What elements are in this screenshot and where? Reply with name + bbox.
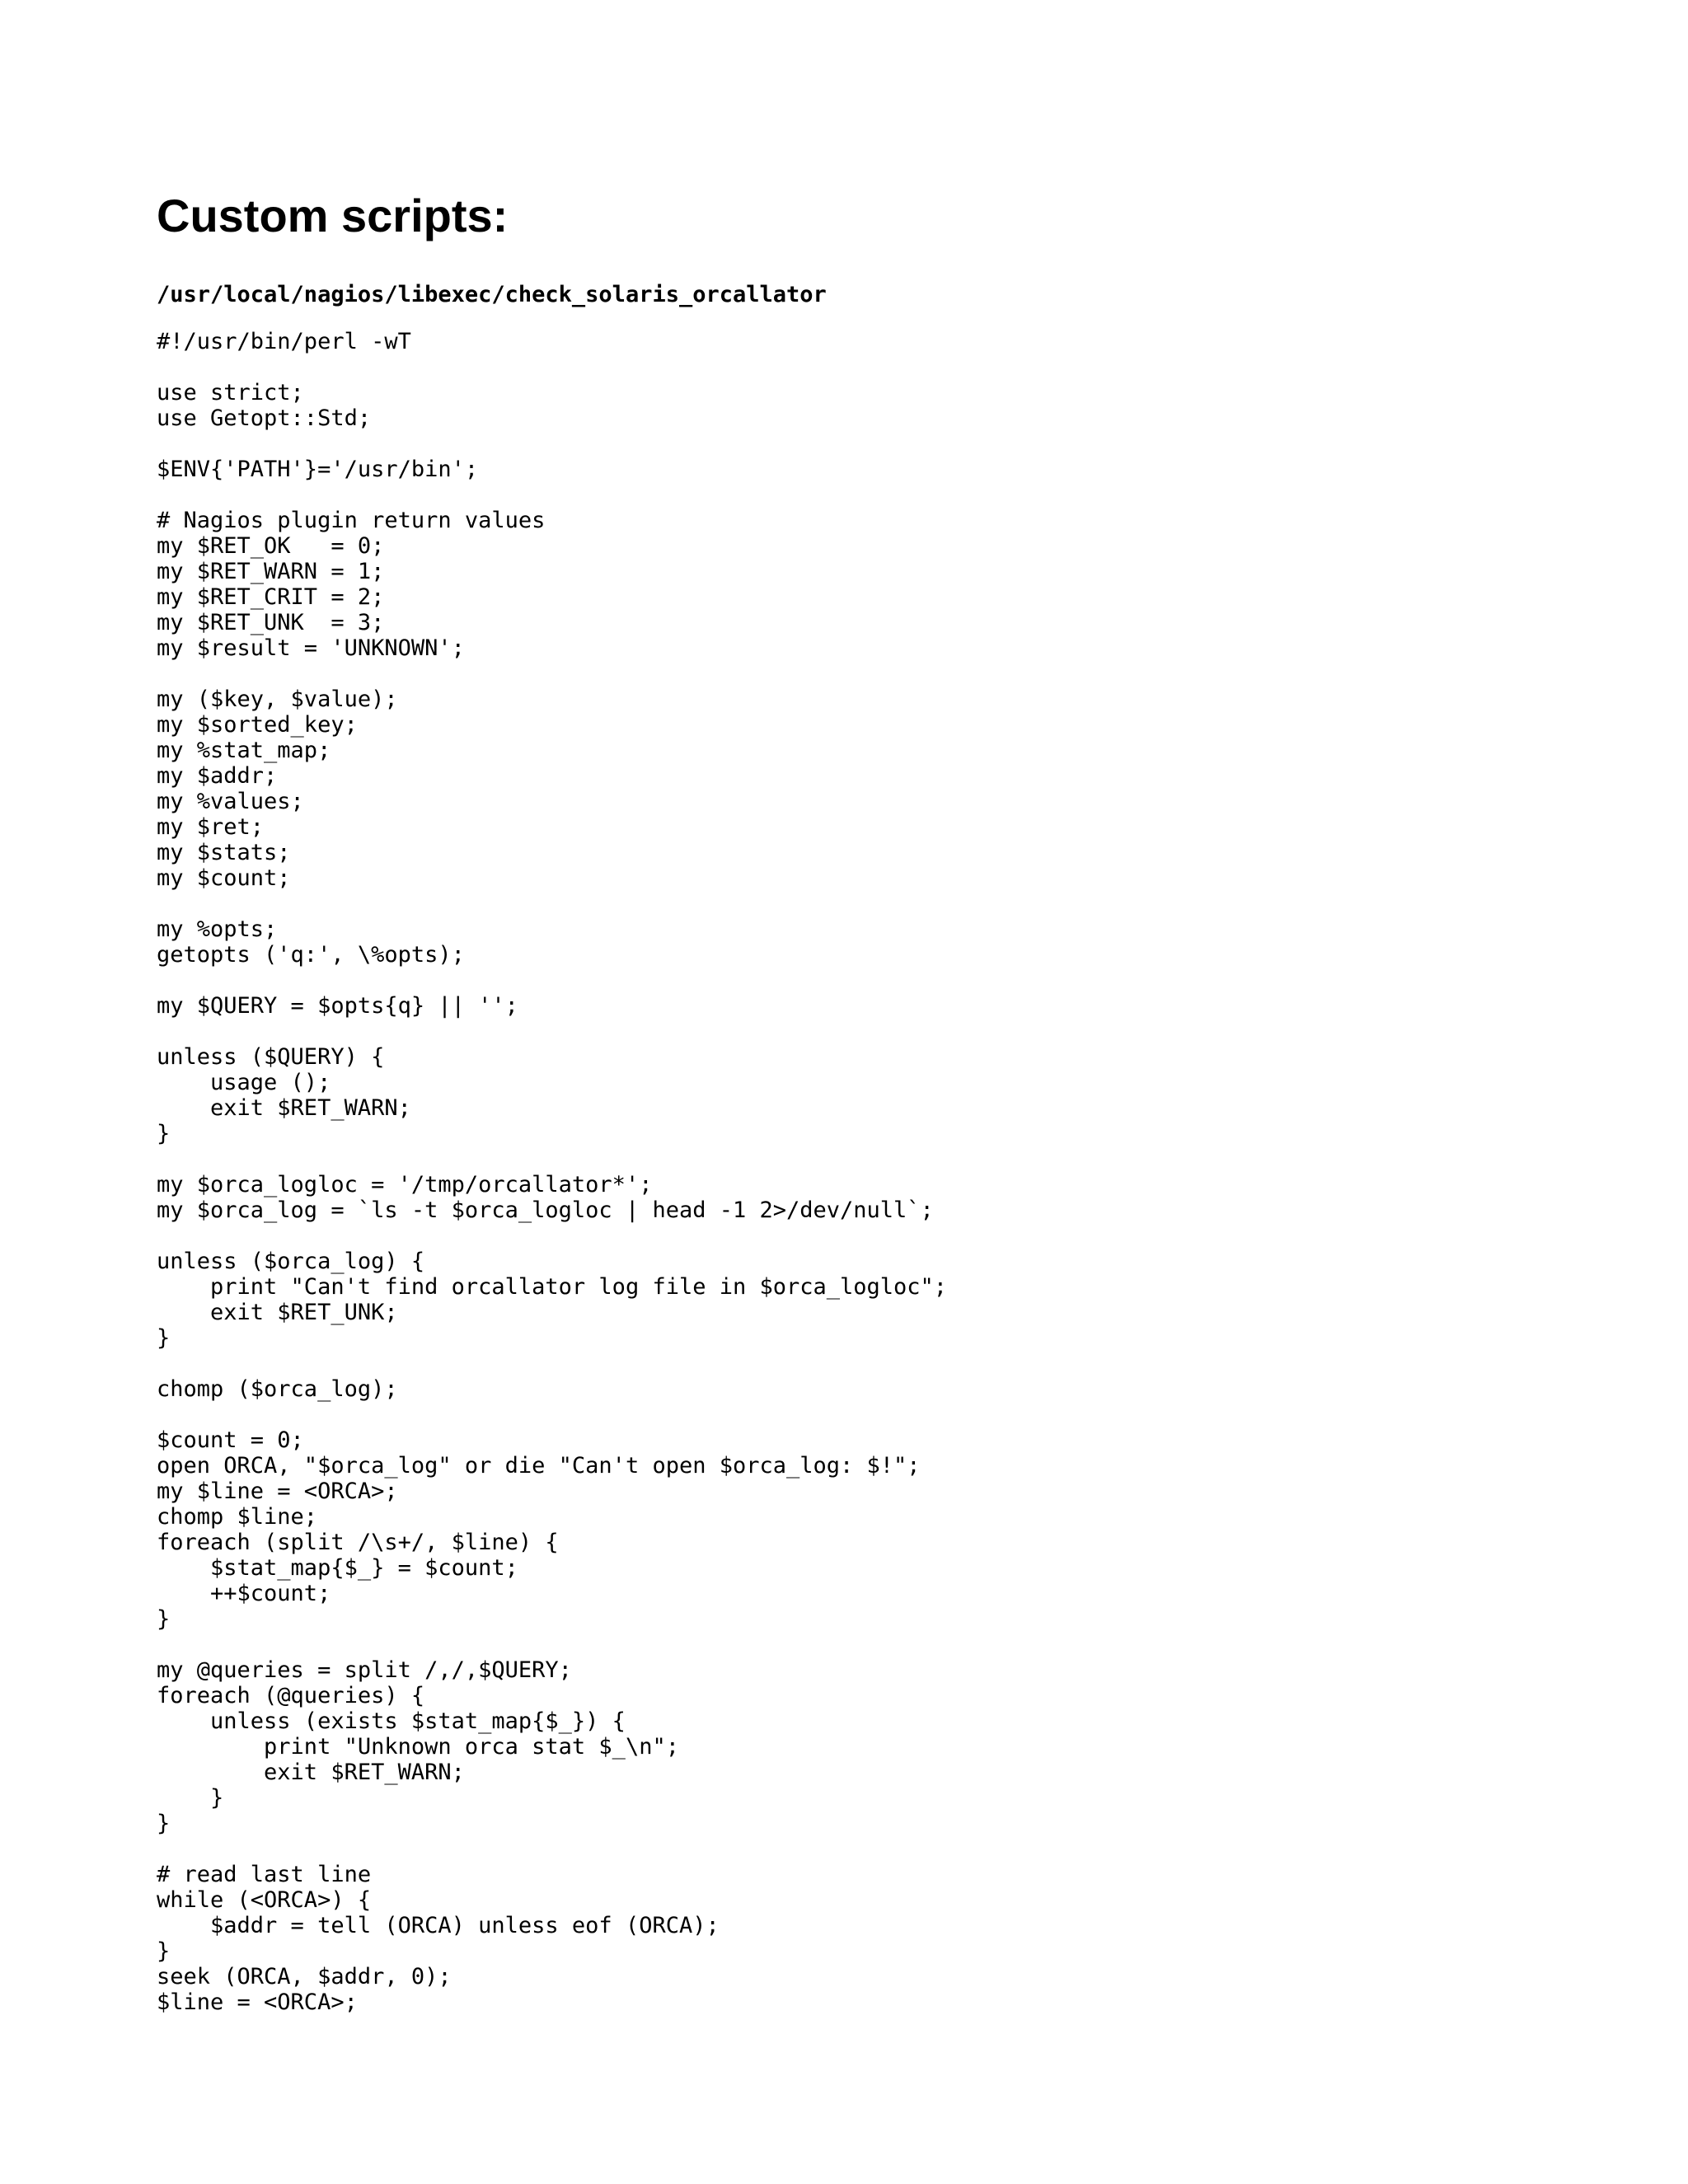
- code-line: }: [157, 1606, 171, 1632]
- code-line: }: [157, 1121, 171, 1146]
- code-line: chomp $line;: [157, 1504, 318, 1530]
- code-line: #!/usr/bin/perl -wT: [157, 329, 411, 354]
- code-line: $line = <ORCA>;: [157, 1990, 358, 2015]
- code-line: }: [157, 1785, 224, 1811]
- code-line: open ORCA, "$orca_log" or die "Can't open $orca_log: $!";: [157, 1453, 921, 1479]
- code-line: $count = 0;: [157, 1427, 304, 1453]
- code-line: [157, 431, 947, 457]
- code-line: # read last line: [157, 1862, 372, 1887]
- code-line: my @queries = split /,/,$QUERY;: [157, 1657, 572, 1683]
- code-line: my %stat_map;: [157, 738, 331, 763]
- code-line: my $orca_logloc = '/tmp/orcallator*';: [157, 1172, 653, 1197]
- code-line: unless ($orca_log) {: [157, 1249, 425, 1274]
- code-line: my $addr;: [157, 763, 278, 789]
- code-line: # Nagios plugin return values: [157, 508, 546, 533]
- code-line: use Getopt::Std;: [157, 405, 372, 431]
- code-line: [157, 661, 947, 687]
- code-line: usage ();: [157, 1070, 331, 1095]
- code-line: while (<ORCA>) {: [157, 1887, 372, 1913]
- code-line: ++$count;: [157, 1581, 331, 1606]
- code-line: my $RET_WARN = 1;: [157, 559, 385, 584]
- code-line: my $count;: [157, 865, 291, 891]
- code-line: my $result = 'UNKNOWN';: [157, 635, 465, 661]
- code-line: my $stats;: [157, 840, 291, 865]
- code-line: }: [157, 1325, 171, 1351]
- code-line: getopts ('q:', \%opts);: [157, 942, 465, 968]
- code-line: [157, 1223, 947, 1249]
- code-line: [157, 891, 947, 916]
- code-line: $addr = tell (ORCA) unless eof (ORCA);: [157, 1913, 720, 1938]
- code-line: }: [157, 1938, 171, 1964]
- script-file-path: /usr/local/nagios/libexec/check_solaris_orcallator: [157, 282, 827, 307]
- code-line: my %values;: [157, 789, 304, 814]
- code-line: [157, 354, 947, 380]
- code-line: [157, 1836, 947, 1862]
- code-line: my $QUERY = $opts{q} || '';: [157, 993, 518, 1019]
- code-line: my $sorted_key;: [157, 712, 358, 738]
- page-heading: Custom scripts:: [157, 190, 509, 241]
- code-line: [157, 1351, 947, 1376]
- code-line: chomp ($orca_log);: [157, 1376, 398, 1402]
- code-line: exit $RET_WARN;: [157, 1760, 465, 1785]
- code-line: print "Can't find orcallator log file in $orca_logloc";: [157, 1274, 948, 1300]
- code-line: print "Unknown orca stat $_\n";: [157, 1734, 679, 1760]
- code-line: exit $RET_WARN;: [157, 1095, 411, 1121]
- code-line: seek (ORCA, $addr, 0);: [157, 1964, 452, 1990]
- code-line: foreach (@queries) {: [157, 1683, 425, 1708]
- code-line: }: [157, 1811, 171, 1836]
- code-line: foreach (split /\s+/, $line) {: [157, 1530, 559, 1555]
- code-line: my $RET_UNK = 3;: [157, 610, 385, 635]
- code-line: [157, 1146, 947, 1172]
- code-line: unless ($QUERY) {: [157, 1044, 385, 1070]
- code-line: [157, 1019, 947, 1044]
- code-line: my %opts;: [157, 916, 278, 942]
- code-line: $ENV{'PATH'}='/usr/bin';: [157, 457, 479, 482]
- code-listing: [157, 329, 947, 2015]
- code-line: my $ret;: [157, 814, 265, 840]
- code-line: my ($key, $value);: [157, 687, 398, 712]
- code-line: my $line = <ORCA>;: [157, 1479, 398, 1504]
- code-line: [157, 968, 947, 993]
- code-line: my $RET_OK = 0;: [157, 533, 385, 559]
- code-line: use strict;: [157, 380, 304, 405]
- code-line: unless (exists $stat_map{$_}) {: [157, 1708, 626, 1734]
- code-line: exit $RET_UNK;: [157, 1300, 398, 1325]
- code-line: $stat_map{$_} = $count;: [157, 1555, 518, 1581]
- code-line: [157, 1402, 947, 1427]
- code-line: [157, 482, 947, 508]
- code-line: my $orca_log = `ls -t $orca_logloc | head -1 2>/dev/null`;: [157, 1197, 934, 1223]
- code-line: [157, 1632, 947, 1657]
- code-line: my $RET_CRIT = 2;: [157, 584, 385, 610]
